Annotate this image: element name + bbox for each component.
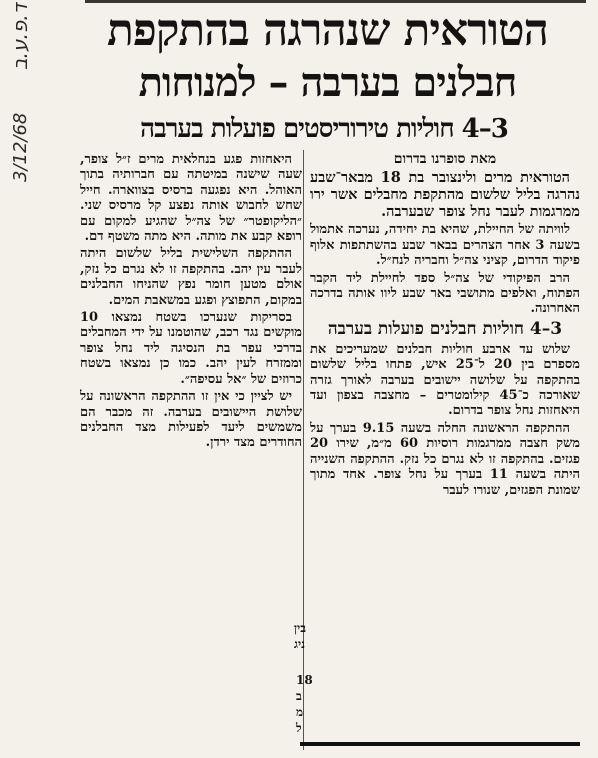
article-column-right (310, 152, 580, 750)
paragraph: לוויתה של החיילת, שהיא בת יחידה, נערכה אתמול בשעה 3 אחר הצהרים בבאר שבע בהשתתפות אלוף פיקוד הדרום, קציני צה״ל וחבריה לנח״ל. (310, 222, 580, 269)
paragraph: שלוש עד ארבע חוליות חבלנים שמעריכים את מספרם בין 20 ל־25 איש, פתחו בליל שלשום בהתקפה על שלושה יישובים בערבה לאורך גזרה שאורכה כ־45 קילומטרים – מחצבה בצפון ועד היאחזות נחל צופר בדרום. (310, 341, 580, 419)
headline-line-2: חבלנים בערבה – למנוחות (138, 59, 517, 106)
paragraph: הרב הפיקודי של צה״ל ספד לחיילת ליד הקבר הפתוח, ואלפים מתושבי באר שבע ליוו אותה בדרכה האחרונה. (310, 270, 580, 317)
handwritten-date: 3/12/68 (10, 112, 31, 182)
headline-subtitle: 3–4 חוליות טירוריסטים פועלות בערבה (140, 114, 508, 144)
top-rule (85, 0, 586, 3)
paragraph: יש לציין כי אין זו ההתקפה הראשונה על שלושת היישובים בערבה. זה מכבר הם משמשים ליעד לפעילות מצד החבלנים החודרים מצד ירדן. (80, 389, 302, 451)
bottom-rule (300, 742, 580, 746)
article-column-left (80, 152, 302, 572)
paragraph: ההתקפה השלישית בליל שלשום היתה לעבר עין יהב. בהתקפה זו לא נגרם כל נזק, אולם מטען חומר נפץ שהניחו החבלנים במקום, התפוצץ ופגע במשאבת המים. (80, 246, 302, 308)
paragraph: היאחזות פגע בנחלאית מרים ז״ל צופר, שעה שישנה במיטתה עם חברותיה בתוך האוהל. היא נפגעה ברסיס בצווארה. חייל שחש לחבוש אותה נפצע קל מרסיס שני. ״הליקופטר״ של צה״ל שהגיע למקום עם רופא קבע את מותה. היא מתה משטף דם. (80, 152, 302, 245)
headline-line-1: הטוראית שנהרגה בהתקפת (107, 5, 548, 56)
column-divider (303, 150, 304, 750)
lead-paragraph: הטוראית מרים ולינצובר בת 18 מבאר־שבע נהרגה בליל שלשום מהתקפת מחבלים אשר ירו ממרגמות לעבר נחל צופר שבערבה. (310, 169, 580, 221)
paragraph: בסריקות שנערכו בשטח נמצאו 10 מוקשים נגד רכב, שהוטמנו על ידי המחבלים בדרכי עפר בת הנסיגה ליד נחל צופר וממזרח לעין יהב. כמו כן נמצאו בשטח כרוזים של ״אל עסיפה״. (80, 310, 302, 387)
cut-off-fragment: 18 ב מ ל (296, 673, 313, 735)
subheading: 3–4 חוליות חבלנים פועלות בערבה (327, 318, 563, 339)
paragraph: ההתקפה הראשונה החלה בשעה 9.15 בערך על משק חצבה ממרגמות רוסיות 60 מ״מ, שירו 20 פגזים. בהתקפה זו לא נגרם כל נזק. ההתקפה השנייה היתה בשעה 11 בערך על נחל צופר. אחד מתוך שמונת הפגזים, שנורו לעבר (310, 420, 580, 498)
cut-off-fragment: בין ניג (294, 621, 306, 651)
byline: מאת סופרנו בדרום (393, 152, 497, 167)
handwritten-code: ד.פ.ע.ב (8, 3, 32, 70)
